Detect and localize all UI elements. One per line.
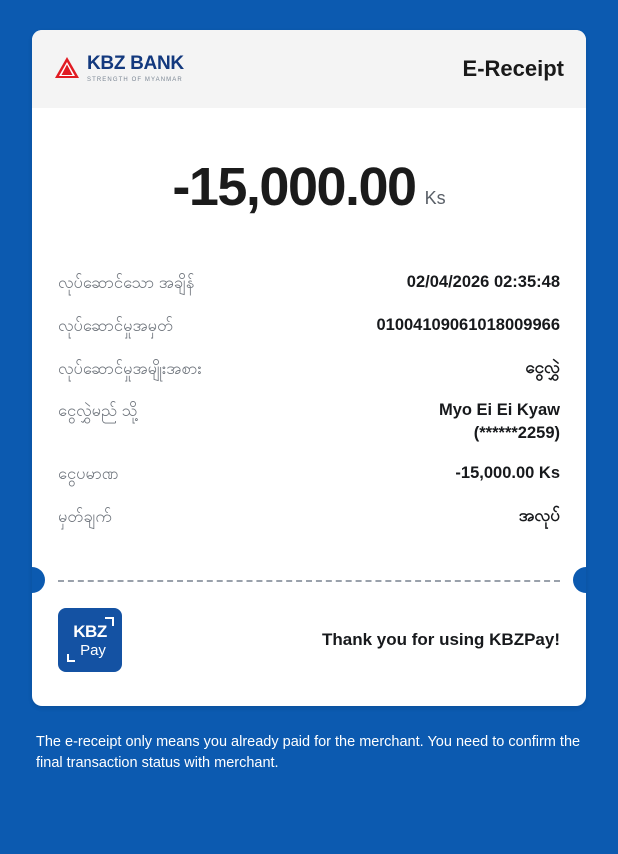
receipt-card bbox=[32, 30, 586, 706]
disclaimer-text: The e-receipt only means you already paid for the merchant. You need to confirm the final transaction status with merchant. bbox=[36, 734, 581, 772]
detail-label: လုပ်ဆောင်မှုအမျိုးအစား bbox=[58, 359, 202, 378]
detail-value-secondary: (******2259) bbox=[473, 423, 560, 442]
detail-label: ငွေပမာဏ bbox=[58, 464, 119, 483]
amount-value: -15,000.00 bbox=[172, 157, 416, 217]
detail-value-group bbox=[439, 399, 560, 444]
perforation-divider bbox=[32, 564, 586, 598]
detail-label: လုပ်ဆောင်မှုအမှတ် bbox=[58, 316, 174, 335]
kbz-triangle-logo-icon bbox=[54, 56, 80, 85]
detail-row bbox=[58, 262, 560, 305]
corner-bracket-bottom-left-icon bbox=[67, 654, 75, 662]
detail-row bbox=[58, 496, 560, 539]
detail-list bbox=[32, 254, 586, 538]
brand-tagline: STRENGTH OF MYANMAR bbox=[87, 76, 183, 83]
corner-bracket-top-right-icon bbox=[105, 617, 114, 626]
amount-currency-unit: Ks bbox=[424, 188, 446, 208]
perforation-notch-right bbox=[573, 567, 586, 593]
receipt-header bbox=[32, 30, 586, 108]
detail-value: ငွေလွှဲ bbox=[525, 357, 560, 377]
kbz-bank-brand bbox=[54, 54, 184, 85]
detail-value: အလုပ် bbox=[518, 505, 560, 525]
brand-name: KBZ BANK bbox=[87, 52, 184, 74]
detail-label: ငွေလွှဲမည် သို့ bbox=[58, 402, 138, 421]
detail-row bbox=[58, 390, 560, 453]
page-title: E-Receipt bbox=[462, 56, 564, 81]
kbzpay-logo-line1: KBZ bbox=[73, 621, 107, 641]
detail-value: 02/04/2026 02:35:48 bbox=[406, 273, 560, 291]
detail-row bbox=[58, 348, 560, 391]
detail-value: Myo Ei Ei Kyaw bbox=[438, 401, 560, 420]
thank-you-message: Thank you for using KBZPay! bbox=[321, 630, 560, 650]
detail-value: 01004109061018009966 bbox=[376, 315, 560, 334]
amount-section bbox=[32, 108, 586, 254]
detail-label: မှတ်ချက် bbox=[58, 507, 112, 526]
kbzpay-logo-line2: Pay bbox=[80, 641, 106, 659]
kbzpay-logo-icon bbox=[58, 608, 122, 672]
perforation-notch-left bbox=[32, 567, 45, 593]
dashed-line bbox=[58, 580, 560, 582]
detail-row bbox=[58, 305, 560, 348]
receipt-footer bbox=[32, 598, 586, 706]
detail-value: -15,000.00 Ks bbox=[455, 463, 560, 482]
detail-label: လုပ်ဆောင်သော အချိန် bbox=[58, 274, 195, 292]
detail-row bbox=[58, 453, 560, 496]
